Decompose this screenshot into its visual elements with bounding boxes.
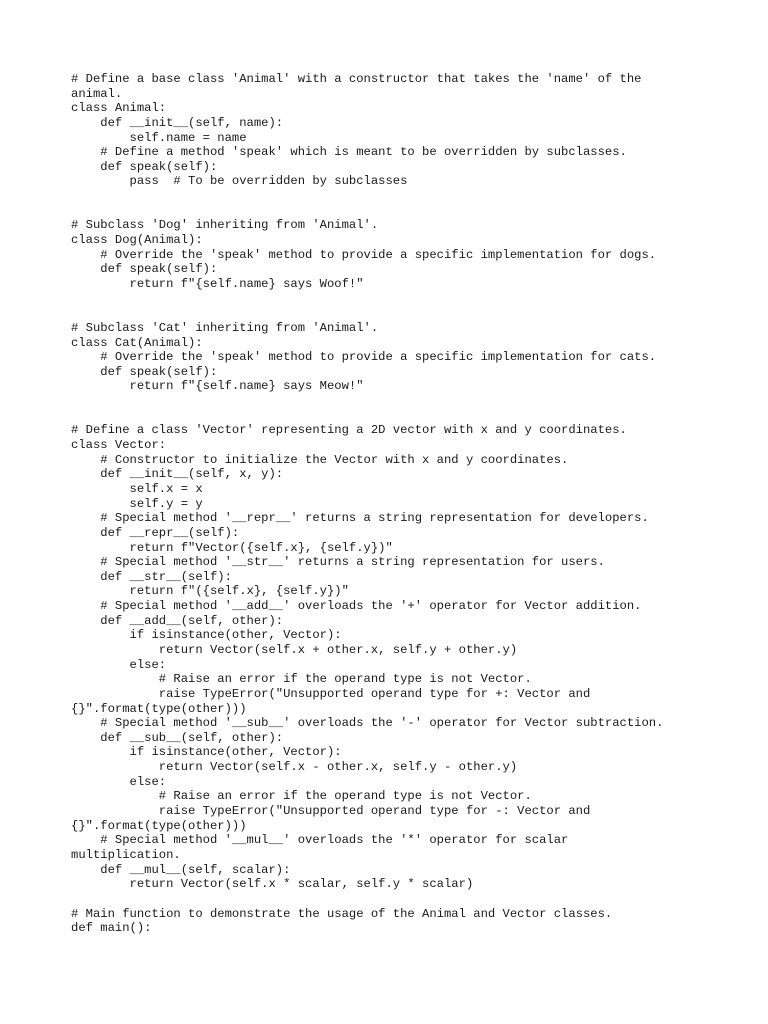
- code-line: else:: [71, 774, 167, 789]
- code-line: # Define a base class 'Animal' with a constructor that takes the 'name' of the: [71, 72, 642, 86]
- code-line: def speak(self):: [71, 262, 218, 277]
- code-line: # Special method '__repr__' returns a string representation for developers.: [71, 511, 649, 526]
- code-line: # Define a method 'speak' which is meant to be overridden by subclasses.: [71, 145, 627, 160]
- code-line: return Vector(self.x - other.x, self.y - other.y): [71, 760, 518, 775]
- code-line: return f"{self.name} says Meow!": [71, 379, 364, 394]
- code-line: return f"Vector({self.x}, {self.y})": [71, 540, 393, 555]
- code-line: if isinstance(other, Vector):: [71, 745, 342, 760]
- code-line: class Cat(Animal):: [71, 335, 203, 350]
- code-line: def __mul__(self, scalar):: [71, 862, 291, 877]
- code-line: raise TypeError("Unsupported operand type for -: Vector and: [71, 804, 591, 819]
- code-line: class Dog(Animal):: [71, 233, 203, 248]
- code-line: [71, 394, 731, 409]
- code-line: else:: [71, 657, 167, 672]
- code-line: return Vector(self.x + other.x, self.y + other.y): [71, 642, 518, 657]
- code-line: # Define a class 'Vector' representing a 2D vector with x and y coordinates.: [71, 423, 627, 438]
- code-line: def __str__(self):: [71, 569, 232, 584]
- code-line: [71, 409, 731, 424]
- code-line: return f"({self.x}, {self.y})": [71, 584, 349, 599]
- code-line: class Animal:: [71, 101, 167, 116]
- code-line: raise TypeError("Unsupported operand type for +: Vector and: [71, 686, 591, 701]
- code-line: # Constructor to initialize the Vector with x and y coordinates.: [71, 452, 569, 467]
- code-line: # Override the 'speak' method to provide a specific implementation for dogs.: [71, 247, 657, 262]
- code-line: # Special method '__sub__' overloads the '-' operator for Vector subtraction.: [71, 716, 664, 731]
- code-line: # Override the 'speak' method to provide a specific implementation for cats.: [71, 350, 657, 365]
- code-line: self.name = name: [71, 130, 247, 145]
- code-line: def main():: [71, 921, 152, 936]
- code-line: def __sub__(self, other):: [71, 730, 284, 745]
- code-line: def speak(self):: [71, 159, 218, 174]
- code-line: # Subclass 'Cat' inheriting from 'Animal'.: [71, 320, 379, 335]
- code-line: def __init__(self, x, y):: [71, 467, 284, 482]
- code-line: # Special method '__str__' returns a string representation for users.: [71, 555, 605, 570]
- code-line: pass # To be overridden by subclasses: [71, 174, 408, 189]
- code-line: # Raise an error if the operand type is not Vector.: [71, 789, 532, 804]
- code-listing: [71, 72, 731, 936]
- code-line: [71, 892, 731, 907]
- code-line: # Special method '__add__' overloads the '+' operator for Vector addition.: [71, 599, 642, 614]
- code-line: if isinstance(other, Vector):: [71, 628, 342, 643]
- code-line: def __add__(self, other):: [71, 613, 284, 628]
- code-line: [71, 204, 731, 219]
- code-line: # Subclass 'Dog' inheriting from 'Animal'.: [71, 218, 379, 233]
- code-line: animal.: [71, 86, 123, 101]
- code-line: [71, 189, 731, 204]
- code-line: [71, 292, 731, 307]
- code-line: self.y = y: [71, 496, 203, 511]
- code-line: def speak(self):: [71, 364, 218, 379]
- code-line: return Vector(self.x * scalar, self.y * scalar): [71, 877, 474, 892]
- code-line: class Vector:: [71, 438, 167, 453]
- code-line: multiplication.: [71, 847, 181, 862]
- code-line: return f"{self.name} says Woof!": [71, 276, 364, 291]
- code-line: [71, 306, 731, 321]
- code-line: self.x = x: [71, 481, 203, 496]
- code-line: {}".format(type(other))): [71, 701, 247, 716]
- code-line: # Raise an error if the operand type is not Vector.: [71, 672, 532, 687]
- code-line: # Special method '__mul__' overloads the '*' operator for scalar: [71, 833, 569, 848]
- code-line: def __init__(self, name):: [71, 115, 284, 130]
- code-line: # Main function to demonstrate the usage of the Animal and Vector classes.: [71, 906, 613, 921]
- code-line: {}".format(type(other))): [71, 818, 247, 833]
- code-line: def __repr__(self):: [71, 525, 240, 540]
